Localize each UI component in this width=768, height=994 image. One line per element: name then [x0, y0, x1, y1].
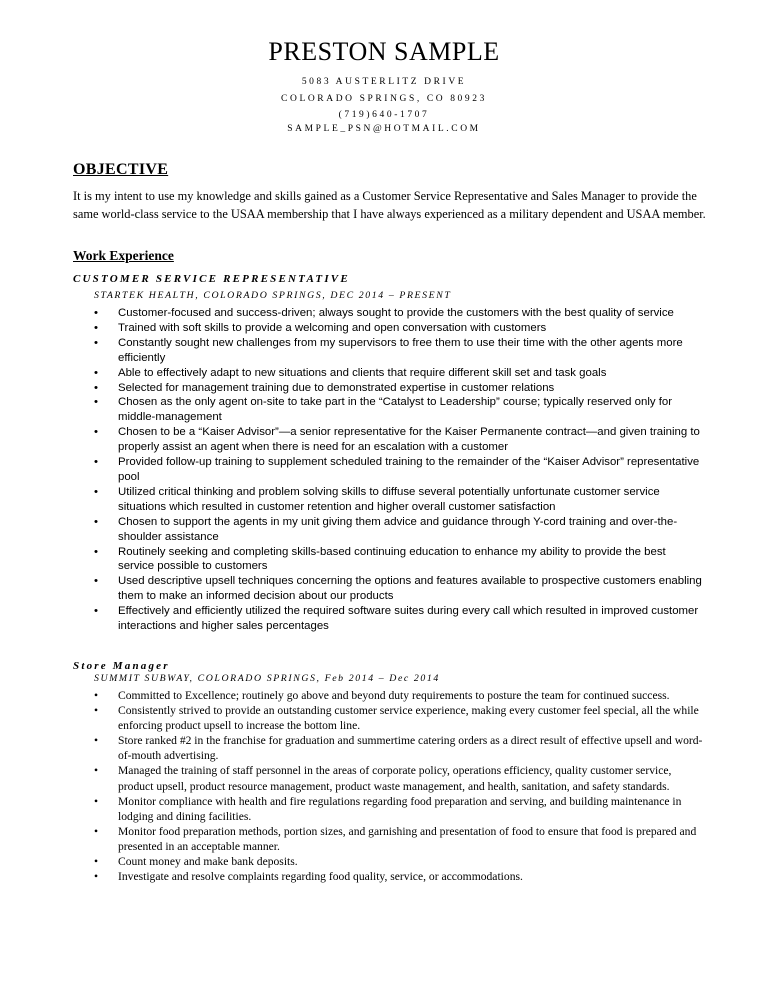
list-item: • Customer-focused and success-driven; always sought to provide the customers with the best quality of service — [94, 307, 674, 319]
phone-number: (719)640-1707 — [338, 110, 430, 120]
list-item: • Monitor food preparation methods, portion sizes, and garnishing and presentation of food to ensure that food is prepared and presented in an acceptable manner. — [94, 824, 697, 853]
list-item: • Consistently strived to provide an outstanding customer service experience, making every customer feel special, all the while enforcing product upsell to increase the bottom line. — [94, 704, 699, 733]
list-item: • Store ranked #2 in the franchise for graduation and summertime catering orders as a direct result of effective upsell and word-of-mouth advertising. — [94, 734, 703, 763]
list-item: • Monitor compliance with health and fire regulations regarding food preparation and serving, and building maintenance in lodging and dining facilities. — [94, 794, 682, 823]
list-item: • Provided follow-up training to supplement scheduled training to the remainder of the “Kaiser Advisor” representative pool — [94, 456, 700, 483]
list-item: • Routinely seeking and completing skills-based continuing education to enhance my ability to provide the best service possible to customers — [94, 545, 666, 573]
job-title-store-manager: Store Manager — [73, 660, 170, 672]
list-item: • Effectively and efficiently utilized the required software suites during every call which resulted in improved customer interactions and higher sales percentages — [94, 605, 699, 633]
list-item: • Selected for management training due to demonstrated expertise in customer relations — [94, 381, 555, 394]
list-item: • Committed to Excellence; routinely go above and beyond duty requirements to posture the team for continued success. — [94, 689, 670, 702]
list-item: • Managed the training of staff personnel in the areas of corporate policy, operations efficiency, quality customer service, product upsell, product resource management, product waste management, and health, sanitation, and safety standards. — [94, 764, 672, 793]
list-item: • Chosen to be a “Kaiser Advisor”—a senior representative for the Kaiser Permanente contract—and given training to properly assist an agent when there is need for an escalation with a customer — [94, 426, 700, 454]
objective-text: It is my intent to use my knowledge and skills gained as a Customer Service Representative and Sales Manager to provide the same world-class service to the USAA membership that I have always experienced as a military dependent and USAA member. — [73, 189, 706, 221]
job-subtitle-subway: SUMMIT SUBWAY, COLORADO SPRINGS, Feb 2014 – Dec 2014 — [94, 673, 440, 684]
job-subtitle-startek: STARTEK HEALTH, COLORADO SPRINGS, DEC 2014 – PRESENT — [94, 290, 452, 301]
job-duties-store-manager — [94, 688, 704, 884]
job-title-customer-service: CUSTOMER SERVICE REPRESENTATIVE — [73, 273, 350, 285]
address-line-2: COLORADO SPRINGS, CO 80923 — [281, 94, 487, 104]
email-address: SAMPLE_PSN@HOTMAIL.COM — [287, 124, 481, 134]
address-line-1: 5083 AUSTERLITZ DRIVE — [301, 77, 467, 87]
list-item: • Chosen as the only agent on-site to take part in the “Catalyst to Leadership” course; typically reserved only for middle-management — [94, 396, 673, 424]
work-experience-heading: Work Experience — [73, 248, 174, 263]
list-item: • Able to effectively adapt to new situations and clients that require different skill set and task goals — [94, 366, 607, 379]
list-item: • Used descriptive upsell techniques concerning the options and features available to prospective customers enabling them to make an informed decision about our products — [94, 575, 702, 603]
list-item: • Trained with soft skills to provide a welcoming and open conversation with customers — [94, 321, 547, 334]
list-item: • Investigate and resolve complaints regarding food quality, service, or accommodations. — [94, 870, 523, 884]
list-item: • Count money and make bank deposits. — [94, 855, 298, 869]
list-item: • Constantly sought new challenges from my supervisors to free them to use their time with the other agents more efficiently — [94, 336, 683, 364]
objective-heading: OBJECTIVE — [73, 161, 169, 178]
list-item: • Utilized critical thinking and problem solving skills to diffuse several potentially unfortunate customer service situations which resulted in customer retention and higher overall customer satisfaction — [94, 485, 660, 513]
list-item: • Chosen to support the agents in my unit giving them advice and guidance through Y-cord training and over-the-shoulder assistance — [94, 515, 678, 543]
job-duties-customer-service — [94, 306, 704, 634]
candidate-name: PRESTON SAMPLE — [268, 37, 500, 66]
